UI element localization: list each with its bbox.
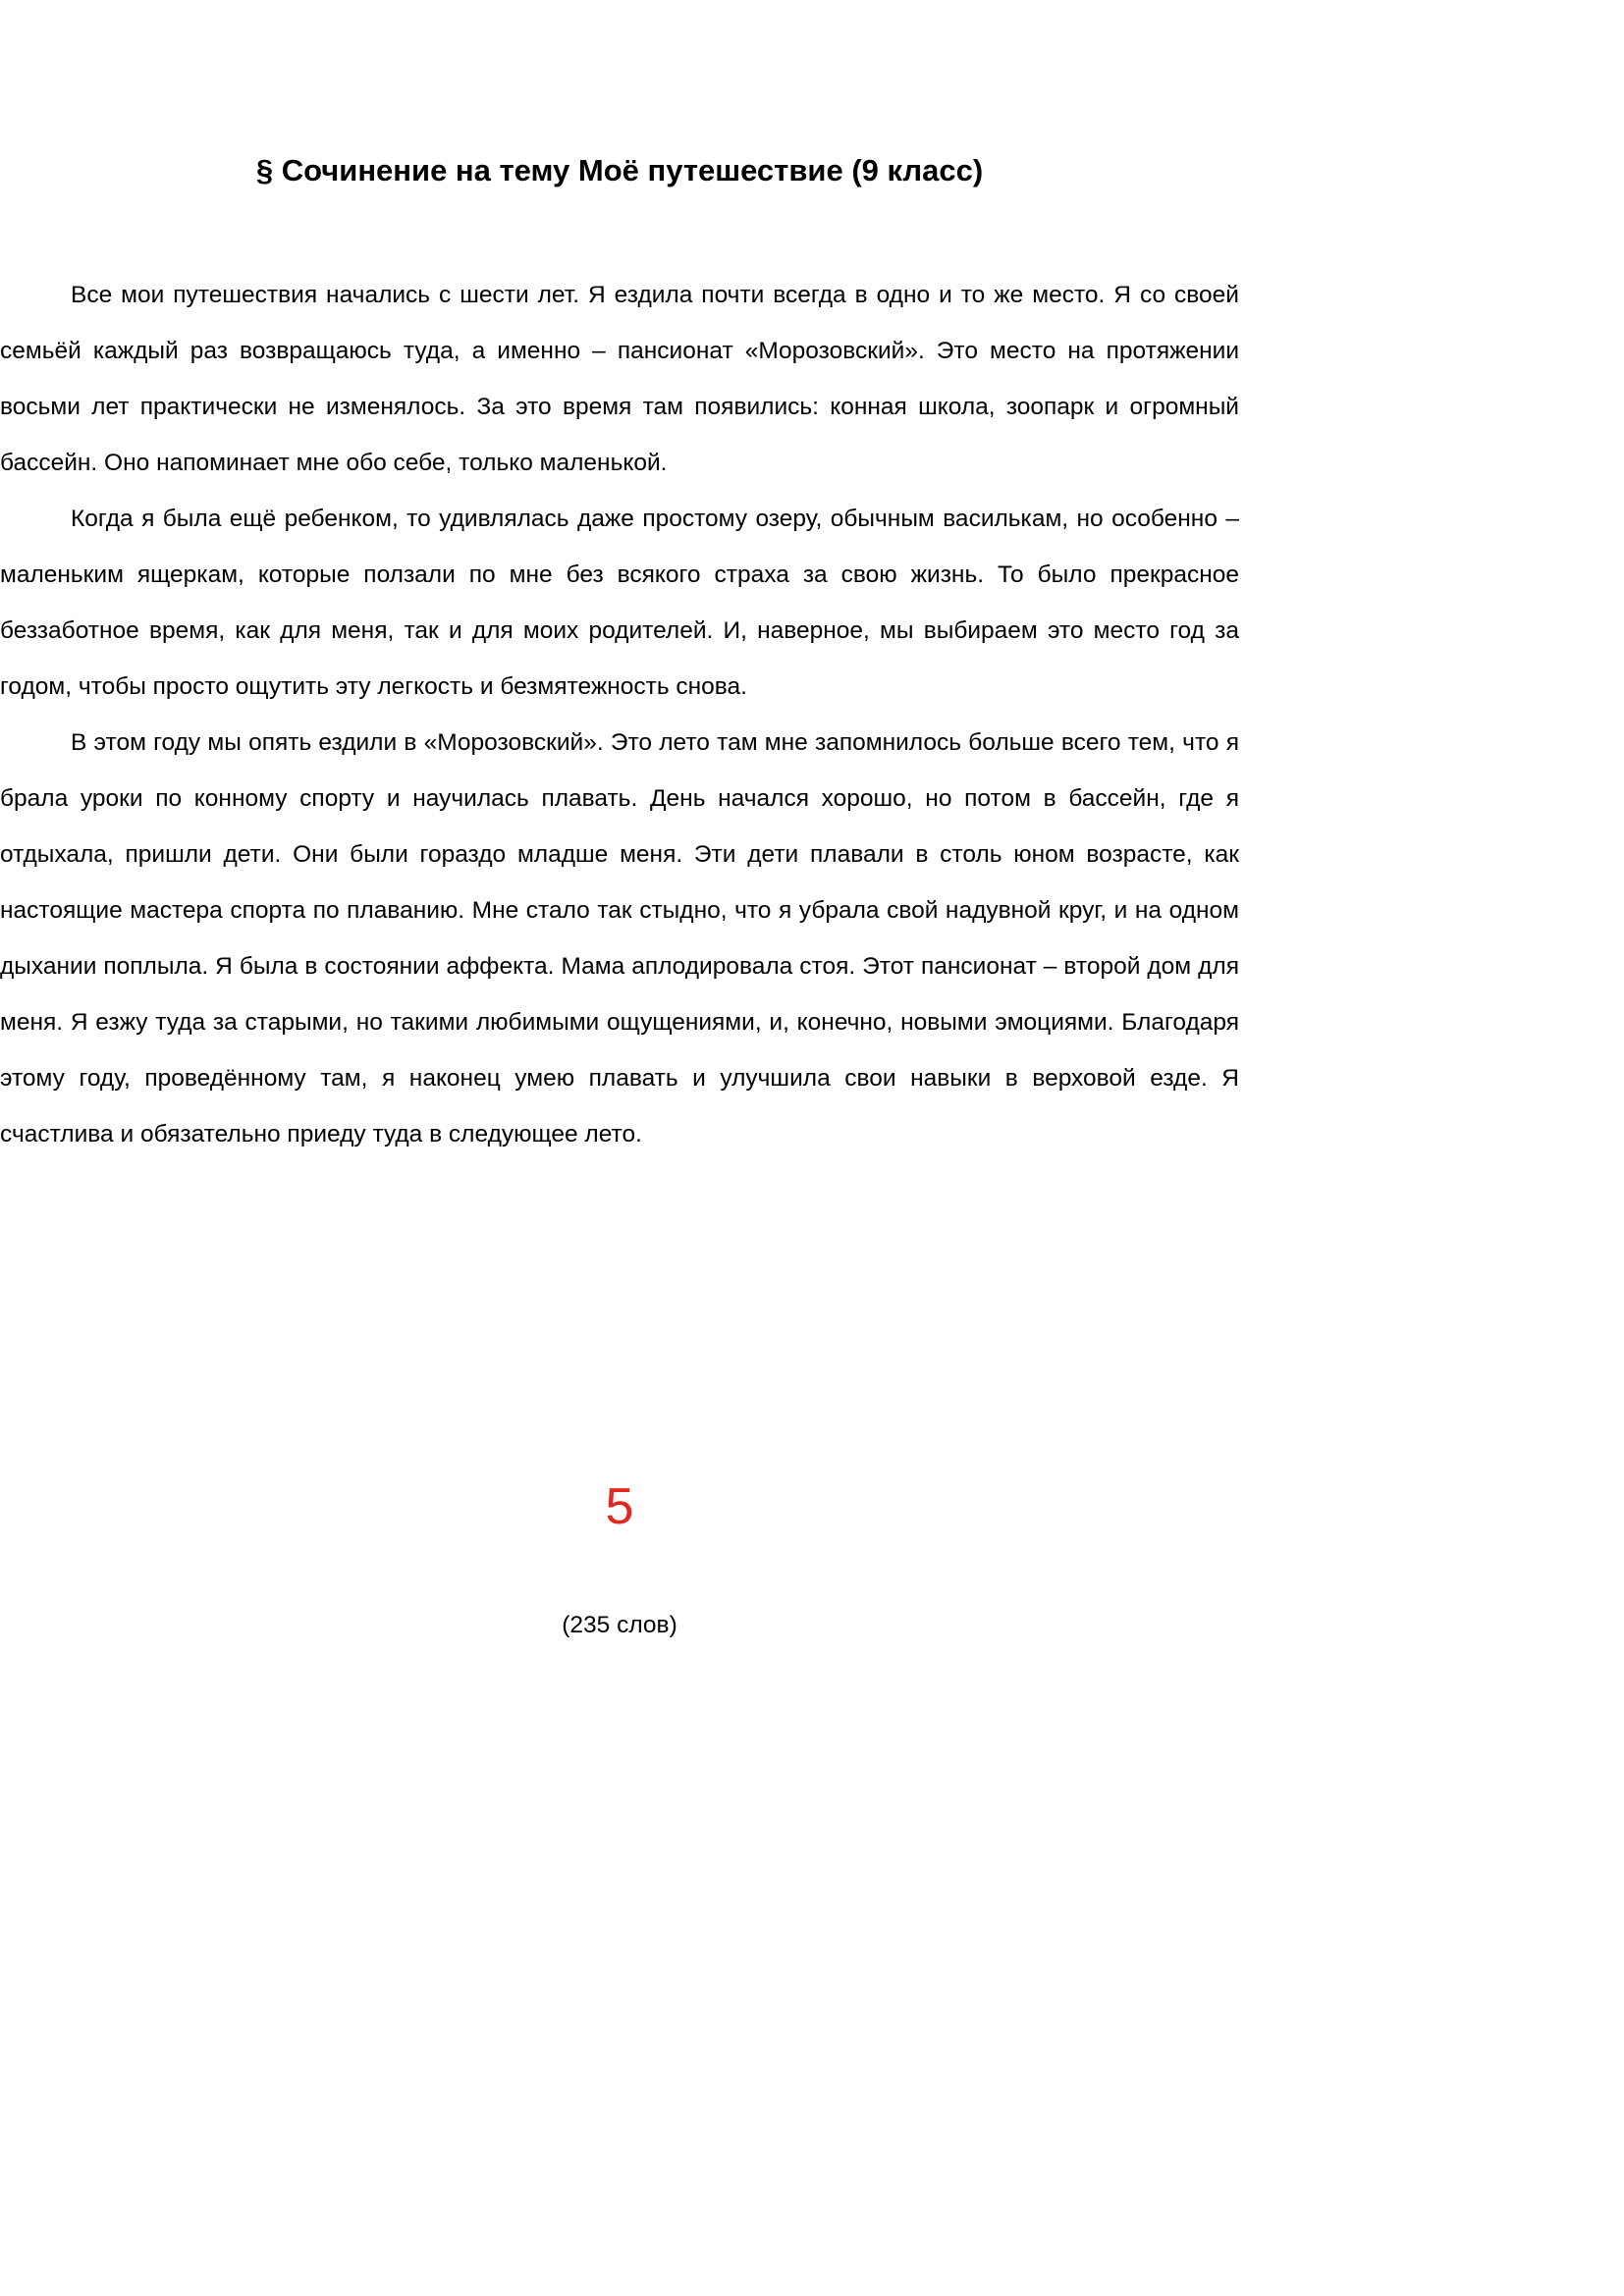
paragraph: Все мои путешествия начались с шести лет. Я ездила почти всегда в одно и то же место. Я со своей семьёй каждый раз возвращаюсь туда, а именно – пансионат «Морозовский». Это место на протяжении восьми лет практически не изменялось. За это время там появились: конная школа, зоопарк и огромный бассейн. Оно напоминает мне обо себе, только маленькой.: [0, 282, 1239, 476]
paragraph: В этом году мы опять ездили в «Морозовский». Это лето там мне запомнилось больше всего тем, что я брала уроки по конному спорту и научилась плавать. День начался хорошо, но потом в бассейн, где я отдыхала, пришли дети. Они были гораздо младше меня. Эти дети плавали в столь юном возрасте, как настоящие мастера спорта по плаванию. Мне стало так стыдно, что я убрала свой надувной круг, и на одном дыхании поплыла. Я была в состоянии аффекта. Мама аплодировала стоя. Этот пансионат – второй дом для меня. Я езжу туда за старыми, но такими любимыми ощущениями, и, конечно, новыми эмоциями. Благодаря этому году, проведённому там, я наконец умею плавать и улучшила свои навыки в верховой езде. Я счастлива и обязательно приеду туда в следующее лето.: [0, 729, 1239, 1148]
word-count-label: (235 слов): [562, 1612, 677, 1638]
essay-body: [0, 267, 1239, 1162]
paragraph: Когда я была ещё ребенком, то удивлялась даже простому озеру, обычным василькам, но особенно – маленьким ящеркам, которые ползали по мне без всякого страха за свою жизнь. То было прекрасное беззаботное время, как для меня, так и для моих родителей. И, наверное, мы выбираем это место год за годом, чтобы просто ощутить эту легкость и безмятежность снова.: [0, 506, 1239, 700]
page-title: § Сочинение на тему Моё путешествие (9 класс): [255, 153, 984, 187]
grade-mark: 5: [605, 1478, 634, 1535]
